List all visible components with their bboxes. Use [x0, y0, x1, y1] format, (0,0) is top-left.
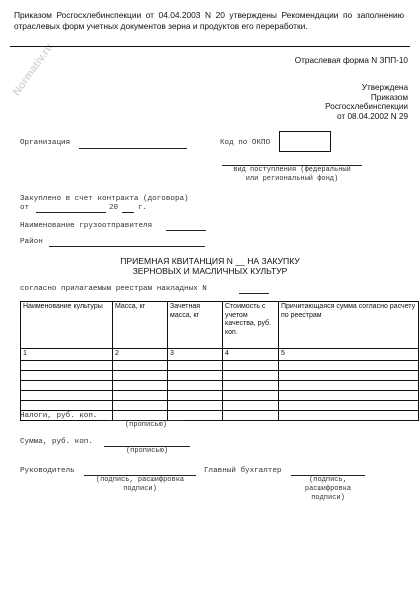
receipt-type-caption-line2: или региональный фонд): [245, 175, 339, 183]
table-header-cell: Наименование культуры: [21, 302, 113, 349]
chief-accountant-label: Главный бухгалтер: [204, 467, 282, 475]
table-cell[interactable]: [168, 360, 223, 370]
table-cell[interactable]: [113, 380, 168, 390]
table-cell[interactable]: [223, 400, 279, 410]
table-cell[interactable]: [168, 380, 223, 390]
table-cell[interactable]: [168, 370, 223, 380]
table-cell[interactable]: [113, 390, 168, 400]
table-number-cell: 2: [113, 349, 168, 361]
table-cell[interactable]: [21, 360, 113, 370]
shipper-label: Наименование грузоотправителя: [20, 222, 153, 230]
sum-label: Сумма, руб. коп.: [20, 438, 93, 446]
table-cell[interactable]: [279, 360, 419, 370]
table-cell[interactable]: [113, 370, 168, 380]
contract-label: Закуплено в счет контракта (договора): [20, 195, 189, 203]
approval-line3: Росгосхлебинспекции: [325, 102, 408, 112]
table-number-cell: 1: [21, 349, 113, 361]
header-note: Приказом Росгосхлебинспекции от 04.04.2003 N 20 утверждены Рекомендации по заполнению отраслевых форм учетных документов зерна и продуктов его переработки.: [14, 10, 404, 31]
contract-year-suffix: г.: [138, 204, 148, 212]
table-number-row: [21, 349, 419, 361]
document-title-line2: ЗЕРНОВЫХ И МАСЛИЧНЫХ КУЛЬТУР: [132, 266, 288, 276]
taxes-label: Налоги, руб. коп.: [20, 412, 98, 420]
table-cell[interactable]: [223, 410, 279, 420]
watermark-logo: [0, 28, 64, 98]
contract-year-prefix: 20: [109, 204, 119, 212]
district-field[interactable]: [49, 246, 205, 247]
organization-label: Организация: [20, 139, 71, 147]
table-cell[interactable]: [279, 400, 419, 410]
table-cell[interactable]: [279, 380, 419, 390]
chief-accountant-caption-line3: подписи): [311, 494, 345, 502]
table-row: [21, 370, 419, 380]
registry-field[interactable]: [239, 293, 269, 294]
table-row: [21, 380, 419, 390]
contract-day-field[interactable]: [36, 212, 106, 213]
table-cell[interactable]: [113, 410, 168, 420]
table-header-cell: Стоимость с учетом качества, руб. коп.: [223, 302, 279, 349]
document-title-line1: ПРИЕМНАЯ КВИТАНЦИЯ N __ НА ЗАКУПКУ: [120, 256, 300, 266]
chief-accountant-caption-line2: расшифровка: [304, 485, 352, 493]
shipper-field[interactable]: [166, 230, 206, 231]
table-number-cell: 4: [223, 349, 279, 361]
table-number-cell: 3: [168, 349, 223, 361]
receipt-type-caption-line1: вид поступления (федеральный: [233, 166, 351, 174]
table-cell[interactable]: [168, 400, 223, 410]
taxes-in-words-caption: (прописью): [124, 421, 167, 429]
table-header-cell: Зачетная масса, кг: [168, 302, 223, 349]
table-row: [21, 360, 419, 370]
header-divider: [10, 46, 410, 47]
table-cell[interactable]: [113, 360, 168, 370]
table-cell[interactable]: [279, 370, 419, 380]
table-row: [21, 400, 419, 410]
table-number-cell: 5: [279, 349, 419, 361]
approval-line4: от 08.04.2002 N 29: [337, 111, 408, 121]
watermark-text: Normativ.ru: [10, 41, 56, 98]
table-cell[interactable]: [223, 390, 279, 400]
table-cell[interactable]: [279, 410, 419, 420]
table-cell[interactable]: [21, 370, 113, 380]
table-cell[interactable]: [223, 380, 279, 390]
approval-line2: Приказом: [370, 92, 408, 102]
table-cell[interactable]: [223, 360, 279, 370]
approval-block: [325, 83, 408, 121]
chief-accountant-caption-line1: (подпись,: [309, 476, 347, 484]
head-label: Руководитель: [20, 467, 75, 475]
receipt-table: [20, 301, 419, 421]
table-cell[interactable]: [223, 370, 279, 380]
approval-line1: Утверждена: [361, 83, 408, 92]
contract-from-label: от: [20, 204, 30, 212]
document-title: [0, 256, 420, 276]
receipt-type-caption: [222, 166, 362, 184]
head-signature-caption: [84, 476, 196, 494]
table-cell[interactable]: [21, 390, 113, 400]
table-header-cell: Масса, кг: [113, 302, 168, 349]
contract-year-field[interactable]: [122, 212, 134, 213]
chief-accountant-signature-caption: [291, 476, 365, 503]
organization-field[interactable]: [79, 148, 187, 149]
table-header-row: [21, 302, 419, 349]
table-row: [21, 390, 419, 400]
table-header-cell: Причитающаяся сумма согласно расчету по реестрам: [279, 302, 419, 349]
sum-in-words-caption: (прописью): [125, 447, 168, 455]
head-signature-caption-line1: (подпись, расшифровка: [95, 476, 185, 484]
table-cell[interactable]: [279, 390, 419, 400]
head-signature-caption-line2: подписи): [123, 485, 157, 493]
form-id: Отраслевая форма N ЗПП-10: [294, 56, 408, 65]
okpo-input-box[interactable]: [279, 131, 331, 152]
registry-label: согласно прилагаемым реестрам накладных N: [20, 285, 207, 293]
district-label: Район: [20, 238, 43, 246]
table-cell[interactable]: [168, 410, 223, 420]
table-cell[interactable]: [113, 400, 168, 410]
table-cell[interactable]: [21, 380, 113, 390]
okpo-label: Код по ОКПО: [220, 139, 271, 147]
table-cell[interactable]: [168, 390, 223, 400]
table-cell[interactable]: [21, 400, 113, 410]
